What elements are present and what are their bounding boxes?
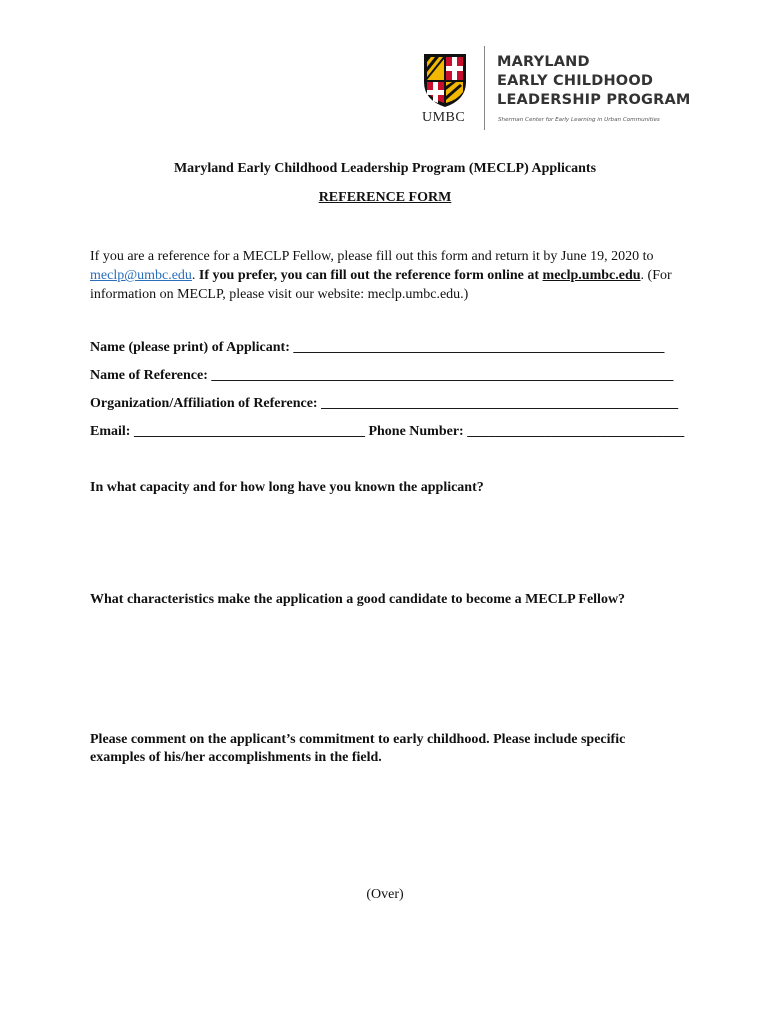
logo-divider: [484, 46, 485, 130]
website-link[interactable]: meclp.umbc.edu: [542, 268, 641, 283]
umbc-wordmark: UMBC: [422, 110, 466, 125]
logo-line-1: MARYLAND: [497, 54, 590, 70]
applicant-name-field[interactable]: Name (please print) of Applicant: _____________________________________________________: [90, 340, 665, 355]
form-heading: REFERENCE FORM: [318, 190, 452, 205]
logo-subline: Sherman Center for Early Learning in Urban Communities: [498, 117, 660, 123]
question-characteristics: What characteristics make the application a good candidate to become a MECLP Fellow?: [90, 592, 626, 607]
reference-name-field[interactable]: Name of Reference: __________________________________________________________________: [90, 368, 674, 383]
logo-line-2: EARLY CHILDHOOD: [497, 73, 654, 89]
email-phone-field[interactable]: Email: _________________________________ Phone Number: _______________________________: [90, 424, 685, 439]
email-link[interactable]: meclp@umbc.edu: [90, 268, 192, 283]
logo-line-3: LEADERSHIP PROGRAM: [497, 92, 691, 108]
intro-paragraph: [90, 247, 690, 304]
document-title: Maryland Early Childhood Leadership Program (MECLP) Applicants: [173, 161, 597, 176]
intro-text-3: . (For information on MECLP, please visit our website: meclp.umbc.edu.): [90, 268, 672, 302]
maryland-shield-icon: [422, 52, 468, 108]
question-capacity: In what capacity and for how long have you known the applicant?: [90, 480, 484, 495]
intro-bold-text: If you prefer, you can fill out the reference form online at: [198, 268, 543, 283]
program-logo: [420, 46, 691, 132]
question-commitment: Please comment on the applicant’s commitment to early childhood. Please include specific examples of his/her accomplishments in the field.: [90, 732, 626, 765]
over-indicator: (Over): [366, 887, 404, 902]
intro-text-1: If you are a reference for a MECLP Fellow, please fill out this form and return it by June 19, 2020 to: [90, 249, 654, 264]
organization-field[interactable]: Organization/Affiliation of Reference: ___________________________________________________: [90, 396, 679, 411]
intro-text-2: .: [191, 268, 199, 283]
